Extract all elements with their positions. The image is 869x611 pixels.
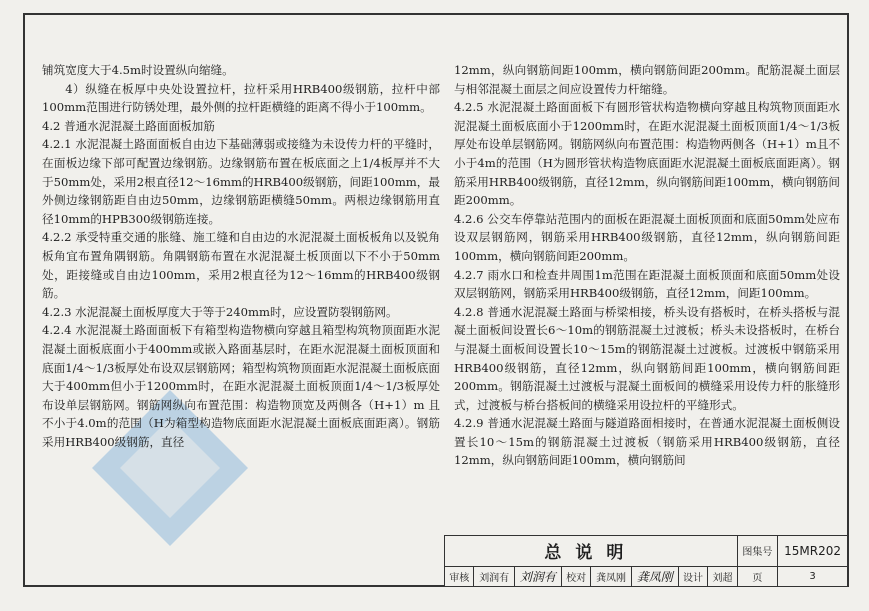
atlas-label: 图集号 bbox=[737, 536, 777, 567]
page-number: 3 bbox=[778, 566, 848, 586]
paragraph: 4.2.3 水泥混凝土面板厚度大于等于240mm时，应设置防裂钢筋网。 bbox=[42, 304, 398, 319]
check-label: 校对 bbox=[561, 566, 590, 586]
design-label: 设计 bbox=[678, 566, 707, 586]
paragraph: 4.2.7 雨水口和检查井周围1m范围在距混凝土面板顶面和底面50mm处设双层钢筋网，钢筋采用HRB400级钢筋，直径12mm，间距100mm。 bbox=[454, 267, 840, 301]
paragraph: 12mm，纵向钢筋间距100mm，横向钢筋间距200mm。配筋混凝土面层与相邻混凝土面层之间应设置传力杆缩缝。 bbox=[454, 63, 840, 96]
paragraph: 4.2.1 水泥混凝土路面面板自由边下基础薄弱或接缝为未设传力杆的平缝时，在面板边缘下部可配置边缘钢筋。边缘钢筋布置在板底面之上1/4板厚并不大于50mm处，采用2根直径12～16mm的HRB400级钢筋，间距100mm，最外侧边缘钢筋距自由边50mm，边缘钢筋距横缝50mm。两根边缘钢筋用直径10mm的HPB300级钢筋连接。 bbox=[42, 137, 440, 226]
review-label: 审核 bbox=[445, 566, 474, 586]
checker-name: 龚凤刚 bbox=[591, 566, 631, 586]
reviewer-signature: 刘润有 bbox=[514, 566, 561, 586]
checker-signature: 龚凤刚 bbox=[631, 566, 678, 586]
paragraph: 铺筑宽度大于4.5m时设置纵向缩缝。 bbox=[42, 63, 234, 77]
right-text-column bbox=[454, 61, 840, 470]
reviewer-name: 刘润有 bbox=[474, 566, 514, 586]
paragraph: 4.2.6 公交车停靠站范围内的面板在距混凝土面板顶面和底面50mm处应布设双层钢筋网，钢筋采用HRB400级钢筋，直径12mm，纵向钢筋间距100mm，横向钢筋间距200mm。 bbox=[454, 211, 840, 263]
page-label: 页 bbox=[737, 566, 777, 586]
atlas-code: 15MR202 bbox=[778, 536, 848, 567]
section-heading: 4.2 普通水泥混凝土路面面板加筋 bbox=[42, 118, 215, 133]
paragraph: 4.2.2 承受特重交通的胀缝、施工缝和自由边的水泥混凝土面板板角以及锐角板角宜布置角隅钢筋。角隅钢筋布置在水泥混凝土板顶面以下不小于50mm处，距接缝或自由边100mm，采用2根直径为12～16mm的HRB400级钢筋。 bbox=[42, 230, 440, 301]
left-text-column bbox=[42, 61, 440, 451]
paragraph: 4.2.5 水泥混凝土路面面板下有圆形管状构造物横向穿越且构筑物顶面距水泥混凝土面板底面小于1200mm时，在距水泥混凝土面板顶面1/4～1/3板厚处布设单层钢筋网。钢筋网纵向布置范围：构造物两侧各（H+1）m且不小于4m的范围（H为圆形管状构造物底面距水泥混凝土面板底面距离）。钢筋采用HRB400级钢筋，直径12mm，纵向钢筋间距100mm，横向钢筋间距200mm。 bbox=[454, 100, 841, 208]
drawing-title: 总说明 bbox=[445, 536, 738, 567]
paragraph: 4.2.8 普通水泥混凝土路面与桥梁相接，桥头设有搭板时，在桥头搭板与混凝土面板间设置长6～10m的钢筋混凝土过渡板；桥头未设搭板时，在桥台与混凝土面板间设置长10～15m的钢筋混凝土过渡板。过渡板中钢筋采用HRB400级钢筋，直径12mm，纵向钢筋间距100mm，横向钢筋间距200mm。钢筋混凝土过渡板与混凝土面板间的横缝采用设传力杆的胀缝形式，过渡板与桥台搭板间的横缝采用设拉杆的平缝形式。 bbox=[454, 304, 840, 412]
paragraph: 4.2.9 普通水泥混凝土路面与隧道路面相接时，在普通水泥混凝土面板侧设置长10～15m的钢筋混凝土过渡板（钢筋采用HRB400级钢筋，直径12mm，纵向钢筋间距100mm，横向钢筋间 bbox=[454, 416, 840, 468]
title-block bbox=[444, 535, 848, 587]
paragraph: 4.2.4 水泥混凝土路面面板下有箱型构造物横向穿越且箱型构筑物顶面距水泥混凝土面板底面小于400mm或嵌入路面基层时，在距水泥混凝土面板顶面和底面1/4～1/3板厚处布设双层钢筋网；箱型构筑物顶面距水泥混凝土面板底面大于400mm但小于1200mm时，在距水泥混凝土面板顶面1/4～1/3板厚处布设单层钢筋网。钢筋网纵向布置范围：构造物顶宽及两侧各（H+1）m 且不小于4.0m的范围（H为箱型构造物底面距水泥混凝土面板底面距离）。钢筋采用HRB400级钢筋，直径 bbox=[42, 323, 440, 449]
paragraph: 4）纵缝在板厚中央处设置拉杆，拉杆采用HRB400级钢筋，拉杆中部100mm范围进行防锈处理，最外侧的拉杆距横缝的距离不得小于100mm。 bbox=[42, 81, 440, 115]
designer-name: 刘超 bbox=[708, 566, 737, 586]
